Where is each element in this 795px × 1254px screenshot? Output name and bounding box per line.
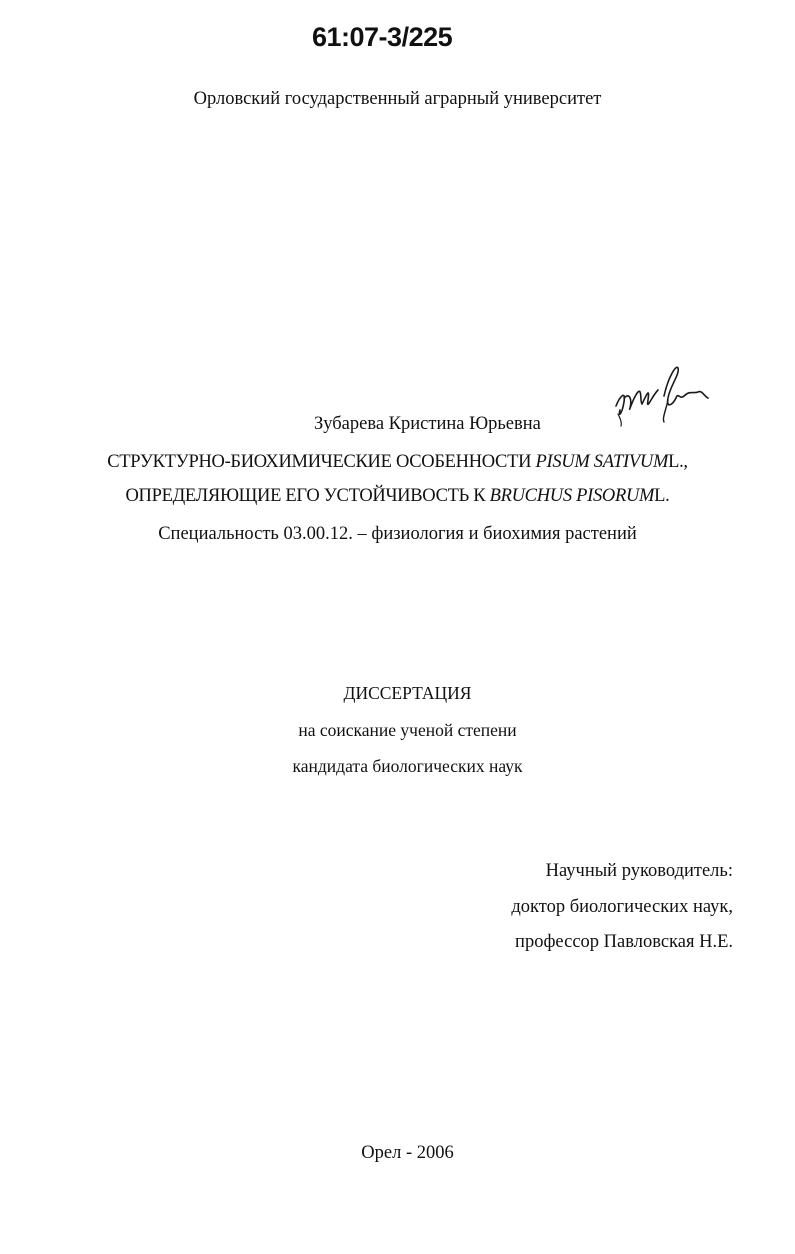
title-species-pisum: PISUM SATIVUM [535, 452, 669, 472]
degree-line-2: кандидата биологических наук [292, 756, 523, 776]
dissertation-title-line-1 [0, 452, 795, 473]
advisor-degree: доктор биологических наук, [511, 897, 733, 917]
title-species-bruchus: BRUCHUS PISORUM [489, 486, 655, 506]
document-type: ДИССЕРТАЦИЯ [343, 683, 472, 703]
author-name: Зубарева Кристина Юрьевна [314, 414, 541, 434]
specialty: Специальность 03.00.12. – физиология и биохимия растений [158, 524, 637, 544]
title-line-2-prefix: ОПРЕДЕЛЯЮЩИЕ ЕГО УСТОЙЧИВОСТЬ К [125, 486, 486, 506]
advisor-name: профессор Павловская Н.Е. [515, 932, 733, 952]
degree-line-1: на соискание ученой степени [298, 720, 517, 740]
advisor-label: Научный руководитель: [545, 861, 733, 881]
university-name: Орловский государственный аграрный университет [193, 89, 602, 109]
catalog-number: 61:07-3/225 [312, 22, 453, 52]
title-line-1-suffix: L., [668, 452, 688, 472]
handwritten-signature [606, 356, 714, 428]
place-and-year: Орел - 2006 [361, 1143, 454, 1163]
title-line-2-suffix: L. [654, 486, 670, 506]
dissertation-title-line-2 [0, 486, 795, 507]
title-line-1-prefix: СТРУКТУРНО-БИОХИМИЧЕСКИЕ ОСОБЕННОСТИ [107, 452, 532, 472]
